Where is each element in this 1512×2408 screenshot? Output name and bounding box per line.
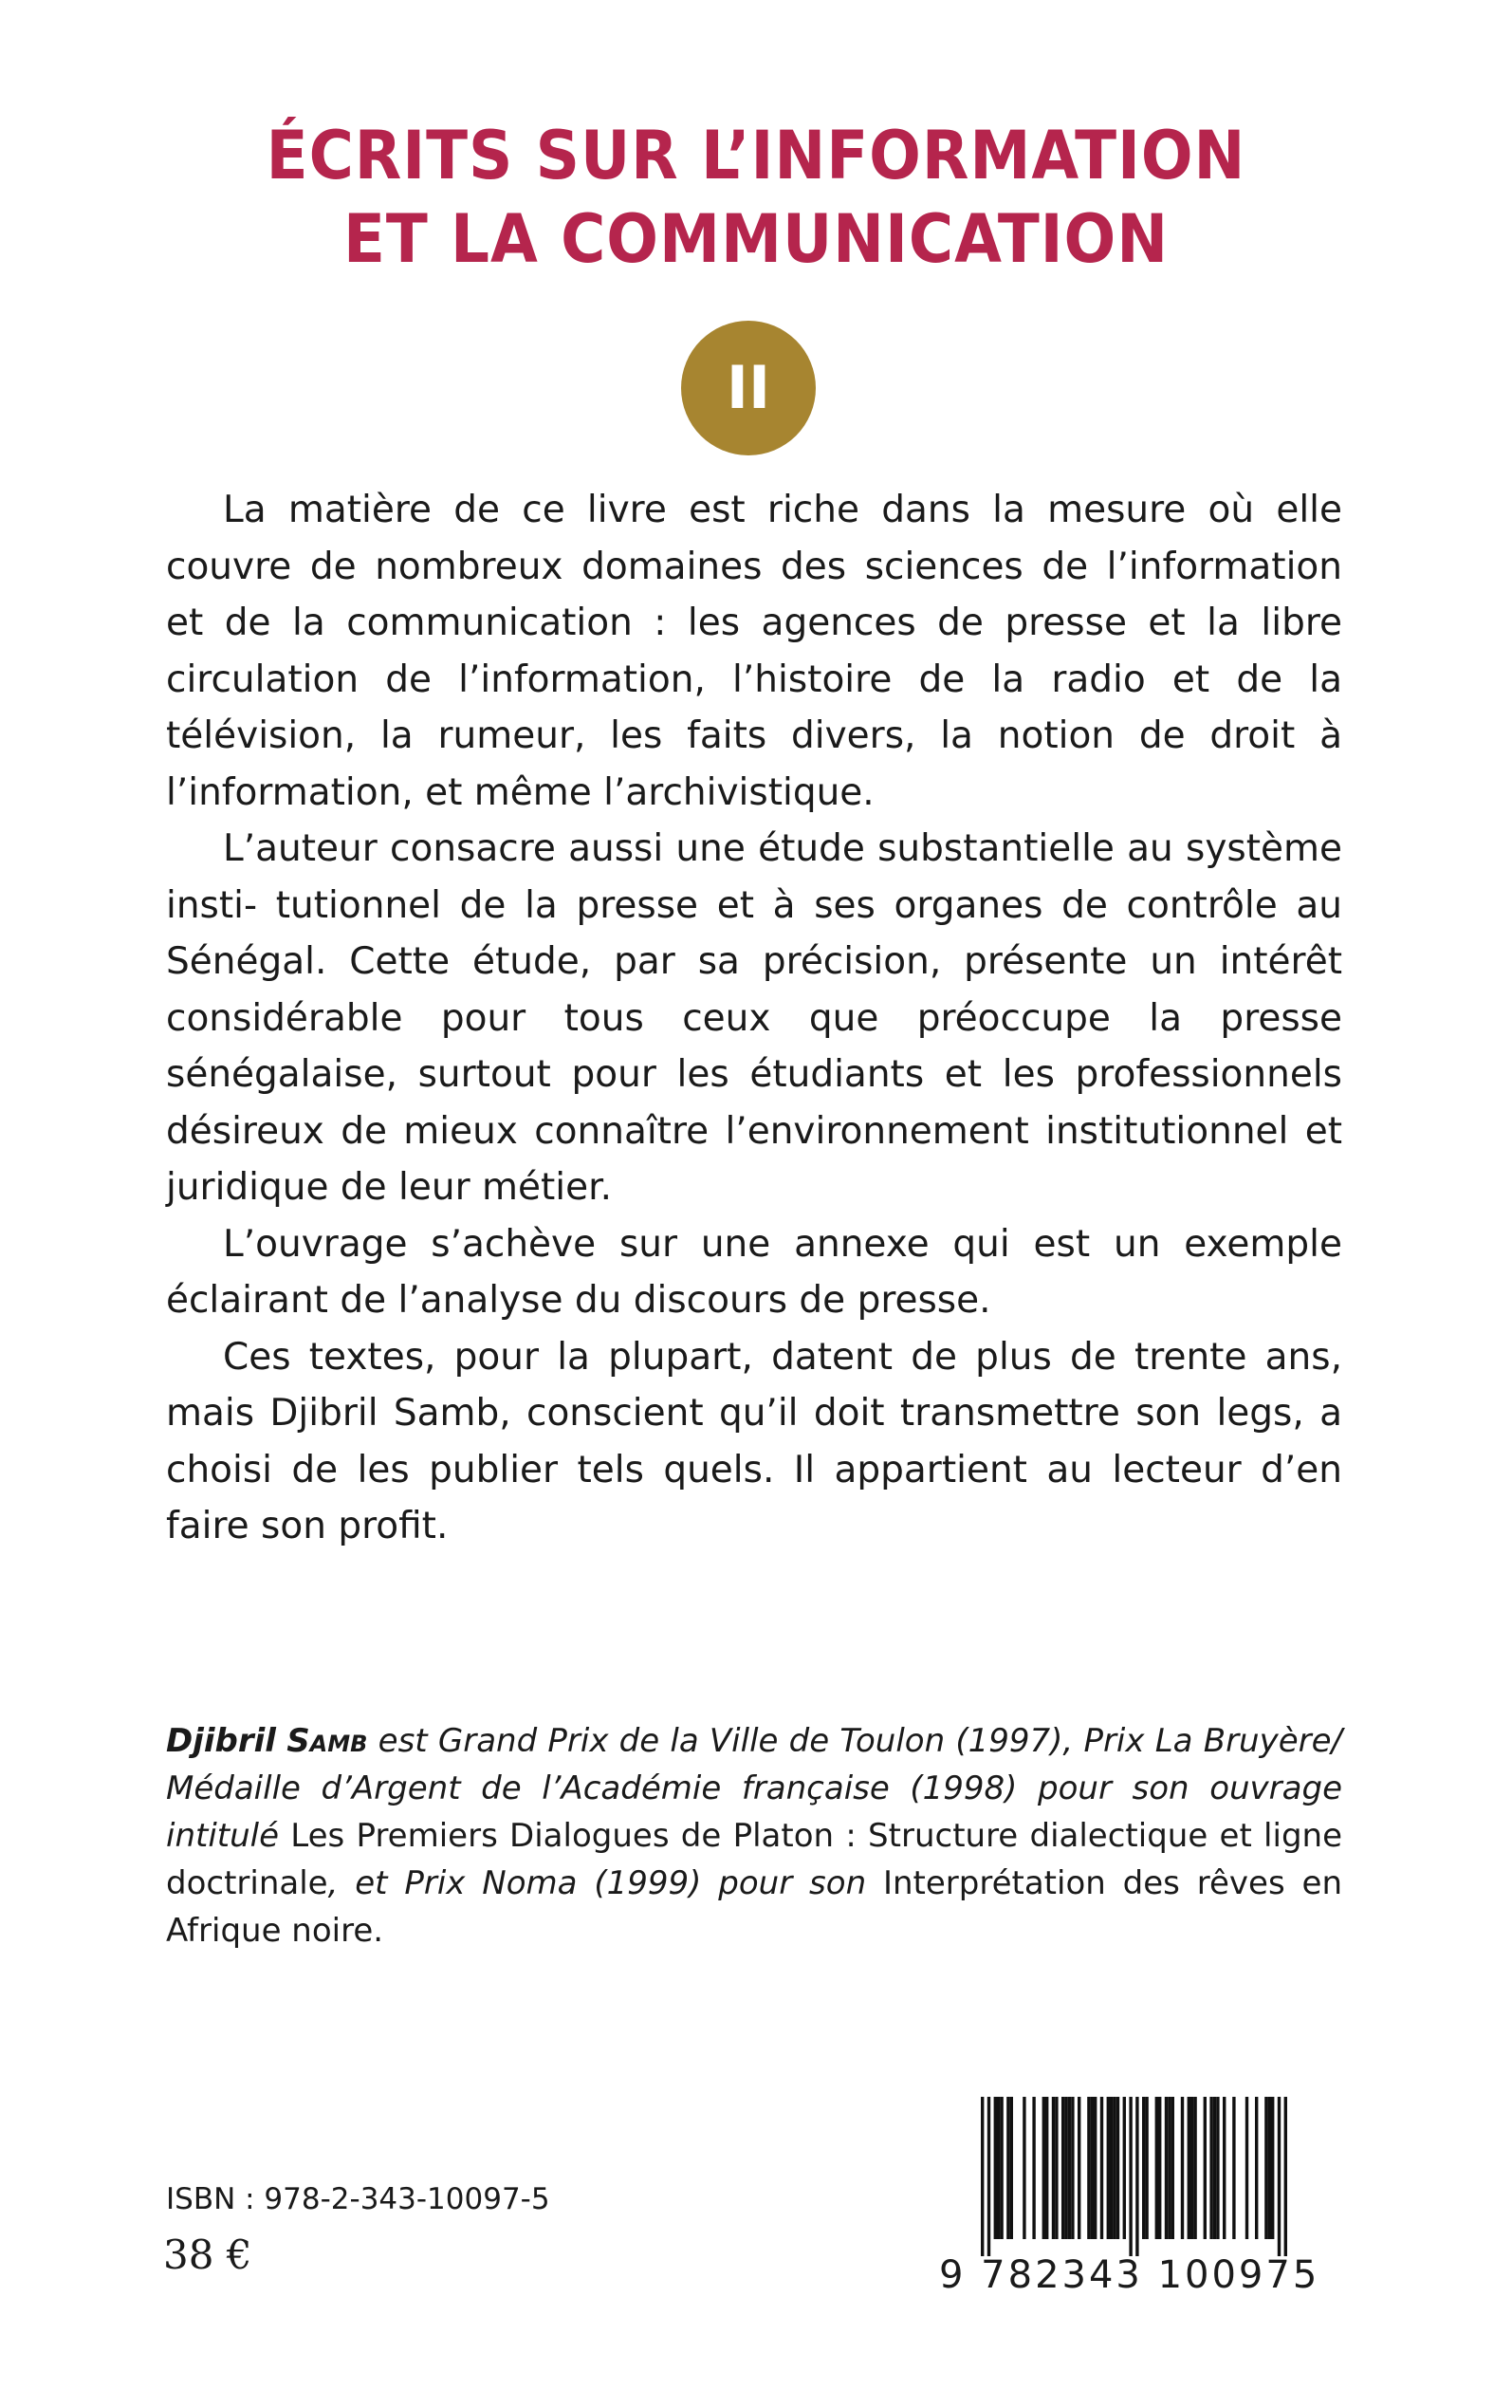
barcode-bar — [1193, 2097, 1196, 2239]
author-first-name: Djibril — [166, 1722, 276, 1760]
barcode-bar — [1255, 2097, 1258, 2239]
barcode-bar — [1000, 2097, 1003, 2239]
barcode-bar — [1123, 2097, 1126, 2239]
barcode-bar — [1213, 2097, 1216, 2239]
barcode-bar — [1010, 2097, 1013, 2239]
barcode-bar — [1271, 2097, 1274, 2239]
barcode-bar — [1052, 2097, 1055, 2239]
barcode-bar — [1068, 2097, 1071, 2239]
summary-paragraph-3: L’ouvrage s’achève sur une annexe qui est un exemple éclairant de l’analyse du discours de presse. — [166, 1222, 1342, 1322]
barcode-bar — [1032, 2097, 1035, 2239]
barcode-bar — [1190, 2097, 1193, 2239]
barcode-bar — [1278, 2097, 1281, 2256]
title-line-1: ÉCRITS SUR L’INFORMATION — [266, 117, 1246, 194]
barcode-bar — [1155, 2097, 1158, 2239]
barcode-bar — [1204, 2097, 1207, 2239]
barcode-bar — [1135, 2097, 1138, 2256]
barcode-bar — [1168, 2097, 1171, 2239]
back-cover-summary — [166, 482, 1342, 1555]
bio-text-1: est Grand Prix de la Ville de Toulon (1997), Prix La Bruyère/ Médaille d’Argent de l’Académie française (1998) pour son ouvrage intitulé — [166, 1722, 1342, 1855]
barcode-bars — [939, 2095, 1337, 2256]
barcode-bar — [1064, 2097, 1067, 2239]
barcode-bar — [1232, 2097, 1235, 2239]
barcode-bar — [1245, 2097, 1248, 2239]
barcode-bar — [1181, 2097, 1184, 2239]
author-bio — [166, 1717, 1342, 1954]
barcode-bar — [1216, 2097, 1219, 2239]
barcode-bar — [1087, 2097, 1090, 2239]
barcode-bar — [1116, 2097, 1119, 2239]
barcode-bar — [1145, 2097, 1148, 2239]
bio-book-title-2: Interprétation des rêves en Afrique noire — [166, 1864, 1342, 1950]
barcode-bar — [981, 2097, 984, 2256]
barcode-digits: 9 782343 100975 — [939, 2253, 1320, 2297]
barcode-bar — [1042, 2097, 1045, 2239]
summary-paragraph-1: La matière de ce livre est riche dans la mesure où elle couvre de nombreux domaines des sciences de l’information et de la communication : les agences de presse et la libre circulation de l’information, l’histoire de la radio et de la télévision, la rumeur, les faits divers, la notion de droit à l’information, et même l’archivistique. — [166, 489, 1342, 814]
barcode-bar — [1045, 2097, 1048, 2239]
barcode — [939, 2095, 1337, 2304]
barcode-bar — [997, 2097, 1000, 2239]
summary-paragraph-4: Ces textes, pour la plupart, datent de plus de trente ans, mais Djibril Samb, conscient qu’il doit transmettre son legs, a choisi de les publier tels quels. Il appartient au lecteur d’en faire son profit. — [166, 1335, 1342, 1547]
barcode-bar — [1006, 2097, 1009, 2239]
barcode-bar — [1094, 2097, 1097, 2239]
barcode-bar — [994, 2097, 997, 2239]
barcode-bar — [1223, 2097, 1226, 2239]
barcode-bar — [1165, 2097, 1168, 2239]
barcode-bar — [1268, 2097, 1271, 2239]
barcode-bar — [1107, 2097, 1110, 2239]
barcode-bar — [1061, 2097, 1064, 2239]
barcode-bar — [1209, 2097, 1212, 2239]
barcode-bar — [1110, 2097, 1113, 2239]
bio-text-3: . — [373, 1912, 384, 1950]
barcode-bar — [1264, 2097, 1267, 2239]
book-title — [61, 114, 1451, 281]
isbn-label: ISBN : 978-2-343-10097-5 — [166, 2182, 550, 2216]
barcode-bar — [1188, 2097, 1190, 2239]
barcode-bar — [1158, 2097, 1161, 2239]
barcode-bar — [1284, 2097, 1287, 2256]
barcode-bar — [1071, 2097, 1074, 2239]
barcode-bar — [1078, 2097, 1080, 2239]
barcode-bar — [1113, 2097, 1116, 2239]
barcode-bar — [1100, 2097, 1103, 2239]
barcode-bar — [987, 2097, 990, 2256]
barcode-bar — [1171, 2097, 1174, 2239]
author-last-name: Samb — [286, 1722, 368, 1760]
bio-book-title-1: Les Premiers Dialogues de Platon : Structure dialectique et ligne doctrinale — [166, 1817, 1342, 1902]
volume-badge: II — [681, 321, 816, 455]
barcode-bar — [1055, 2097, 1058, 2239]
price-label: 38 € — [163, 2232, 252, 2278]
barcode-bar — [1091, 2097, 1094, 2239]
title-line-2: ET LA COMMUNICATION — [342, 200, 1170, 278]
summary-paragraph-2: L’auteur consacre aussi une étude substantielle au système insti- tutionnel de la presse et à ses organes de contrôle au Sénégal. Cette étude, par sa précision, présente un intérêt considérable pour tous ceux que préoccupe la presse sénégalaise, surtout pour les étudiants et les professionnels désireux de mieux connaître l’environnement institutionnel et juridique de leur métier. — [166, 827, 1342, 1209]
barcode-bar — [1023, 2097, 1025, 2239]
barcode-bar — [1142, 2097, 1145, 2239]
bio-text-2: , et Prix Noma (1999) pour son — [327, 1864, 883, 1902]
barcode-bar — [1129, 2097, 1132, 2256]
